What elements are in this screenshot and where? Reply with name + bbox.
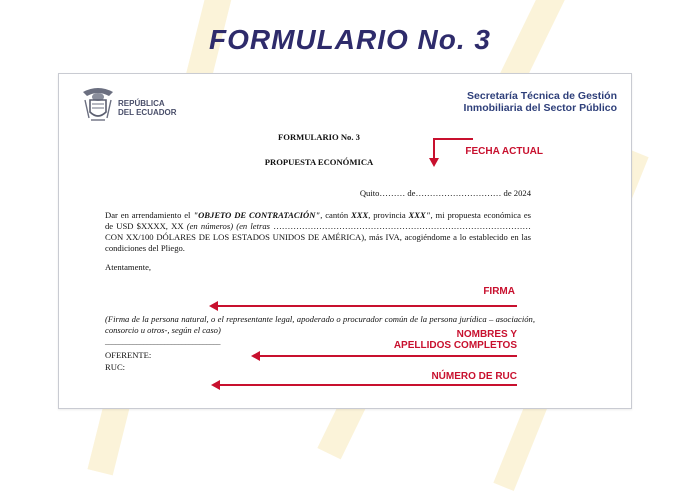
date-line: Quito……… de………………………… de 2024 xyxy=(359,188,531,198)
body-dots: ………………………………………………………………………………CON XX/100 DÓLARES DE LOS ESTADOS UNIDOS DE AMÉRICA), más IVA, acogiéndome a lo establecido en las condiciones del Pliego. xyxy=(105,221,531,253)
ruc-label: RUC: xyxy=(105,362,126,372)
body-mid1: , cantón xyxy=(320,210,351,220)
body-provincia: XXX" xyxy=(408,210,431,220)
body-mid2: , provincia xyxy=(368,210,409,220)
greeting: Atentamente, xyxy=(105,262,152,272)
nombres-arrow-head xyxy=(251,351,260,361)
body-mid3: , mi propuesta económica es de USD $XXXX, XX xyxy=(105,210,531,231)
page-title: FORMULARIO No. 3 xyxy=(209,24,491,55)
form-subtitle: PROPUESTA ECONÓMICA xyxy=(264,157,374,167)
body-object: "OBJETO DE CONTRATACIÓN" xyxy=(193,210,321,220)
nombres-arrow-line xyxy=(259,355,517,357)
numero-ruc-label: NÚMERO DE RUC xyxy=(431,371,517,382)
ruc-arrow-head xyxy=(211,380,220,390)
emblem-text xyxy=(118,99,177,117)
ruc-arrow-line xyxy=(219,384,517,386)
signature-line: _________________________________ xyxy=(105,338,221,346)
nombres-line2: APELLIDOS COMPLETOS xyxy=(393,340,517,351)
entity-line2: Inmobiliaria del Sector Público xyxy=(463,102,617,114)
fecha-actual-label: FECHA ACTUAL xyxy=(465,146,543,157)
firma-arrow-line xyxy=(217,305,517,307)
firma-arrow-head xyxy=(209,301,218,311)
nombres-label xyxy=(394,329,517,351)
body-paragraph xyxy=(105,210,531,254)
fecha-arrow-line xyxy=(433,138,435,160)
emblem-text-line2: DEL ECUADOR xyxy=(118,108,177,117)
signature-note-text: (Firma de la persona natural, o el representante legal, apoderado o procurador común de la persona jurídica – asociación, consorcio u otros-, según el caso) xyxy=(105,314,535,335)
entity-line1: Secretaría Técnica de Gestión xyxy=(467,90,617,102)
body-en-letras: (en letras xyxy=(236,221,270,231)
oferente-label: OFERENTE: xyxy=(105,350,152,360)
coat-of-arms-icon xyxy=(79,84,117,126)
nombres-line1: NOMBRES Y xyxy=(456,329,517,340)
body-canton: XXX xyxy=(350,210,369,220)
entity-name xyxy=(464,90,617,114)
body-pre: Dar en arrendamiento el xyxy=(105,210,194,220)
emblem-text-line1: REPÚBLICA xyxy=(118,99,165,108)
firma-label: FIRMA xyxy=(483,286,515,297)
fecha-arrow-head xyxy=(429,158,439,167)
body-en-numeros: (en números) xyxy=(186,221,234,231)
fecha-arrow-line-h xyxy=(433,138,473,140)
form-title: FORMULARIO No. 3 xyxy=(278,132,360,142)
document-card xyxy=(58,73,632,409)
